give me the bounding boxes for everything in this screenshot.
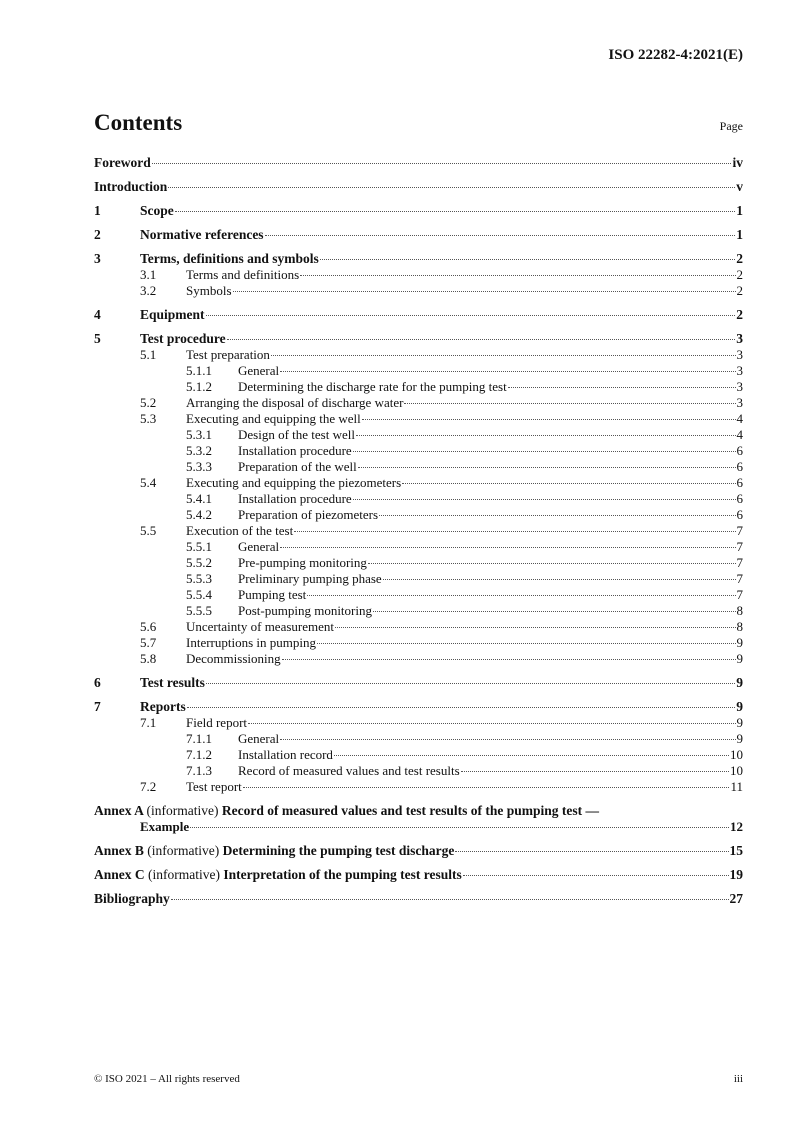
toc-entry-title: Uncertainty of measurement [186, 619, 334, 634]
toc-page-number: 3 [736, 347, 743, 362]
dot-leader [280, 547, 735, 548]
toc-entry-number: 5.5 [140, 523, 157, 538]
footer-page-number: iii [733, 1073, 743, 1085]
toc-entry-title: Scope [140, 203, 174, 218]
toc-entry-number: 3.2 [140, 283, 157, 298]
toc-entry-number: 7.1.2 [186, 747, 212, 762]
toc-page-number: 7 [736, 539, 743, 554]
toc-page-number: 6 [736, 475, 743, 490]
toc-annex-entry[interactable] [94, 803, 743, 819]
toc-entry-title: Decommissioning [186, 651, 281, 666]
toc-page-number: 12 [730, 819, 743, 834]
toc-page-number: 15 [729, 843, 743, 858]
toc-entry-number: 5.4 [140, 475, 157, 490]
dot-leader [175, 211, 736, 212]
dot-leader [379, 515, 735, 516]
toc-entry-title: Terms, definitions and symbols [140, 251, 319, 266]
toc-entry[interactable] [94, 619, 743, 635]
toc-entry[interactable] [94, 347, 743, 363]
toc-annex-heading [94, 867, 462, 883]
toc-entry-title: Installation record [238, 747, 333, 762]
toc-entry[interactable] [94, 651, 743, 667]
toc-entry[interactable] [94, 675, 743, 691]
toc-entry-title: Pre-pumping monitoring [238, 555, 367, 570]
toc-page-number: 2 [736, 307, 743, 322]
toc-entry[interactable] [94, 491, 743, 507]
toc-entry-number: 5.5.2 [186, 555, 212, 570]
toc-page-number: 6 [736, 491, 743, 506]
toc-entry[interactable] [94, 443, 743, 459]
toc-entry[interactable] [94, 571, 743, 587]
toc-entry-number: 5.3.1 [186, 427, 212, 442]
toc-page-number: 2 [736, 267, 743, 282]
toc-entry-number: 7.1.3 [186, 763, 212, 778]
toc-entry[interactable] [94, 475, 743, 491]
toc-entry-title: Installation procedure [238, 443, 352, 458]
dot-leader [368, 563, 736, 564]
toc-entry-title: Bibliography [94, 891, 170, 906]
toc-entry-title: General [238, 731, 280, 746]
toc-entry-number: 5.8 [140, 651, 157, 666]
toc-page-number: 4 [736, 427, 743, 442]
footer-copyright: © ISO 2021 – All rights reserved [94, 1073, 240, 1085]
page-title: Contents [94, 110, 183, 135]
toc-page-number: 10 [730, 763, 743, 778]
toc-entry-title: Post-pumping monitoring [238, 603, 372, 618]
toc-entry-number: 5.1.1 [186, 363, 212, 378]
dot-leader [294, 531, 735, 532]
annex-label: Annex A [94, 803, 144, 818]
toc-page-number: 3 [736, 363, 743, 378]
toc-entry-title: Test report [186, 779, 242, 794]
toc-entry-title: Equipment [140, 307, 205, 322]
toc-entry-number: 5.1.2 [186, 379, 212, 394]
toc-page-number: iv [732, 155, 743, 170]
toc-entry-title: Record of measured values and test results [238, 763, 460, 778]
dot-leader [358, 467, 736, 468]
toc-page-number: 6 [736, 443, 743, 458]
dot-leader [280, 371, 735, 372]
toc-entry-number: 5.3.3 [186, 459, 212, 474]
toc-entry[interactable] [94, 699, 743, 715]
toc-page-number: 7 [736, 587, 743, 602]
toc-entry-title: Normative references [140, 227, 264, 242]
toc-page-number: 3 [736, 395, 743, 410]
toc-entry[interactable] [94, 507, 743, 523]
toc-annex-entry[interactable] [94, 843, 743, 859]
toc-entry[interactable] [94, 251, 743, 267]
toc-page-number: 11 [730, 779, 743, 794]
toc-entry-number: 4 [94, 307, 101, 322]
toc-annex-heading [94, 843, 454, 859]
toc-entry-title: Terms and definitions [186, 267, 300, 282]
dot-leader [461, 771, 729, 772]
dot-leader [243, 787, 730, 788]
dot-leader [320, 259, 735, 260]
toc-entry-number: 7.2 [140, 779, 157, 794]
toc-entry-title: Pumping test [238, 587, 307, 602]
dot-leader [463, 875, 729, 876]
dot-leader [307, 595, 735, 596]
toc-page-number: 9 [736, 635, 743, 650]
toc-entry-title: General [238, 539, 280, 554]
toc-page-number: 8 [736, 619, 743, 634]
toc-entry-number: 5.4.1 [186, 491, 212, 506]
dot-leader [353, 499, 736, 500]
toc-entry-title: Executing and equipping the piezometers [186, 475, 402, 490]
toc-entry-number: 7.1.1 [186, 731, 212, 746]
toc-annex-entry-continued[interactable] [94, 819, 743, 835]
toc-page-number: 2 [736, 283, 743, 298]
toc-entry[interactable] [94, 747, 743, 763]
dot-leader [282, 659, 736, 660]
toc-entry-title: General [238, 363, 280, 378]
toc-entry-number: 7.1 [140, 715, 157, 730]
toc-entry[interactable] [94, 155, 743, 171]
dot-leader [152, 163, 732, 164]
toc-entry[interactable] [94, 395, 743, 411]
dot-leader [206, 315, 736, 316]
dot-leader [317, 643, 736, 644]
dot-leader [265, 235, 736, 236]
annex-title: Determining the pumping test discharge [222, 843, 455, 858]
toc-bibliography[interactable] [94, 891, 743, 907]
toc-entry-number: 5.1 [140, 347, 157, 362]
dot-leader [227, 339, 736, 340]
dot-leader [187, 707, 736, 708]
toc-entry-number: 5.6 [140, 619, 157, 634]
annex-note: (informative) [148, 867, 220, 882]
toc-page-number: 9 [736, 731, 743, 746]
toc-entry[interactable] [94, 203, 743, 219]
dot-leader [280, 739, 735, 740]
toc-entry-title: Field report [186, 715, 248, 730]
annex-label: Annex C [94, 867, 145, 882]
toc-entry[interactable] [94, 459, 743, 475]
toc-entry-title: Test preparation [186, 347, 270, 362]
toc-entry-title: Preparation of piezometers [238, 507, 379, 522]
toc-entry-number: 2 [94, 227, 101, 242]
dot-leader [190, 827, 729, 828]
toc-entry[interactable] [94, 763, 743, 779]
toc-entry[interactable] [94, 635, 743, 651]
dot-leader [248, 723, 735, 724]
toc-annex-heading [94, 803, 599, 818]
dot-leader [233, 291, 736, 292]
toc-entry-title: Symbols [186, 283, 232, 298]
dot-leader [300, 275, 735, 276]
toc-entry-title: Test results [140, 675, 205, 690]
toc-entry-title: Introduction [94, 179, 168, 194]
toc-entry-number: 5.3 [140, 411, 157, 426]
toc-entry[interactable] [94, 523, 743, 539]
toc-entry[interactable] [94, 555, 743, 571]
toc-entry[interactable] [94, 331, 743, 347]
toc-entry[interactable] [94, 227, 743, 243]
dot-leader [271, 355, 736, 356]
toc-page-number: 2 [736, 251, 743, 266]
toc-page-number: 1 [736, 227, 743, 242]
toc-entry-title: Preparation of the well [238, 459, 357, 474]
toc-page-number: 8 [736, 603, 743, 618]
toc-page-number: 3 [736, 379, 743, 394]
toc-entry[interactable] [94, 427, 743, 443]
table-of-contents [94, 155, 743, 907]
toc-entry[interactable] [94, 307, 743, 323]
toc-entry[interactable] [94, 603, 743, 619]
dot-leader [168, 187, 735, 188]
toc-page-number: 10 [730, 747, 743, 762]
toc-entry[interactable] [94, 731, 743, 747]
dot-leader [383, 579, 736, 580]
toc-entry-title: Determining the discharge rate for the pumping test [238, 379, 507, 394]
toc-page-number: 6 [736, 459, 743, 474]
toc-entry-number: 5 [94, 331, 101, 346]
toc-entry-title: Interruptions in pumping [186, 635, 316, 650]
annex-title-continued: Example [140, 819, 190, 834]
dot-leader [508, 387, 736, 388]
toc-page-number: 7 [736, 555, 743, 570]
toc-annex-entry[interactable] [94, 867, 743, 883]
toc-page-number: 27 [729, 891, 743, 906]
toc-entry[interactable] [94, 379, 743, 395]
toc-page-number: 6 [736, 507, 743, 522]
dot-leader [335, 627, 736, 628]
toc-entry-number: 7 [94, 699, 101, 714]
toc-entry-number: 5.5.4 [186, 587, 212, 602]
toc-entry-title: Preliminary pumping phase [238, 571, 382, 586]
toc-page-number: 9 [736, 651, 743, 666]
toc-entry-number: 5.5.3 [186, 571, 212, 586]
toc-entry-title: Reports [140, 699, 186, 714]
toc-page-number: 7 [736, 571, 743, 586]
toc-entry-number: 5.4.2 [186, 507, 212, 522]
toc-entry-number: 5.2 [140, 395, 157, 410]
annex-title: Interpretation of the pumping test results [223, 867, 462, 882]
document-id: ISO 22282-4:2021(E) [608, 47, 743, 63]
toc-entry[interactable] [94, 363, 743, 379]
toc-entry[interactable] [94, 179, 743, 195]
page-column-label: Page [719, 119, 743, 133]
dot-leader [206, 683, 735, 684]
toc-entry-number: 5.3.2 [186, 443, 212, 458]
toc-entry[interactable] [94, 283, 743, 299]
dot-leader [353, 451, 736, 452]
toc-page-number: 7 [736, 523, 743, 538]
toc-entry-title: Foreword [94, 155, 151, 170]
toc-entry-number: 5.5.1 [186, 539, 212, 554]
dot-leader [373, 611, 736, 612]
toc-entry-number: 3 [94, 251, 101, 266]
toc-entry-number: 3.1 [140, 267, 157, 282]
dot-leader [402, 483, 735, 484]
toc-entry[interactable] [94, 715, 743, 731]
toc-page-number: v [736, 179, 743, 194]
toc-entry-number: 5.5.5 [186, 603, 212, 618]
toc-page-number: 4 [736, 411, 743, 426]
toc-entry[interactable] [94, 267, 743, 283]
toc-page-number: 9 [736, 675, 743, 690]
toc-entry[interactable] [94, 411, 743, 427]
toc-entry-title: Arranging the disposal of discharge water [186, 395, 404, 410]
toc-page-number: 9 [736, 715, 743, 730]
dot-leader [171, 899, 729, 900]
toc-page-number: 3 [736, 331, 743, 346]
toc-entry-number: 5.7 [140, 635, 157, 650]
dot-leader [455, 851, 728, 852]
toc-entry[interactable] [94, 587, 743, 603]
toc-entry-title: Test procedure [140, 331, 226, 346]
dot-leader [334, 755, 729, 756]
toc-entry[interactable] [94, 539, 743, 555]
annex-note: (informative) [146, 803, 219, 818]
toc-entry-title: Installation procedure [238, 491, 352, 506]
toc-entry-title: Executing and equipping the well [186, 411, 361, 426]
annex-note: (informative) [147, 843, 220, 858]
toc-entry[interactable] [94, 779, 743, 795]
toc-page-number: 9 [736, 699, 743, 714]
toc-page-number: 1 [736, 203, 743, 218]
dot-leader [356, 435, 736, 436]
toc-entry-number: 6 [94, 675, 101, 690]
toc-entry-number: 1 [94, 203, 101, 218]
dot-leader [362, 419, 736, 420]
annex-title: Record of measured values and test results of the pumping test — [221, 803, 600, 818]
toc-page-number: 19 [729, 867, 743, 882]
annex-label: Annex B [94, 843, 144, 858]
toc-entry-title: Design of the test well [238, 427, 355, 442]
toc-entry-title: Execution of the test [186, 523, 294, 538]
dot-leader [404, 403, 735, 404]
